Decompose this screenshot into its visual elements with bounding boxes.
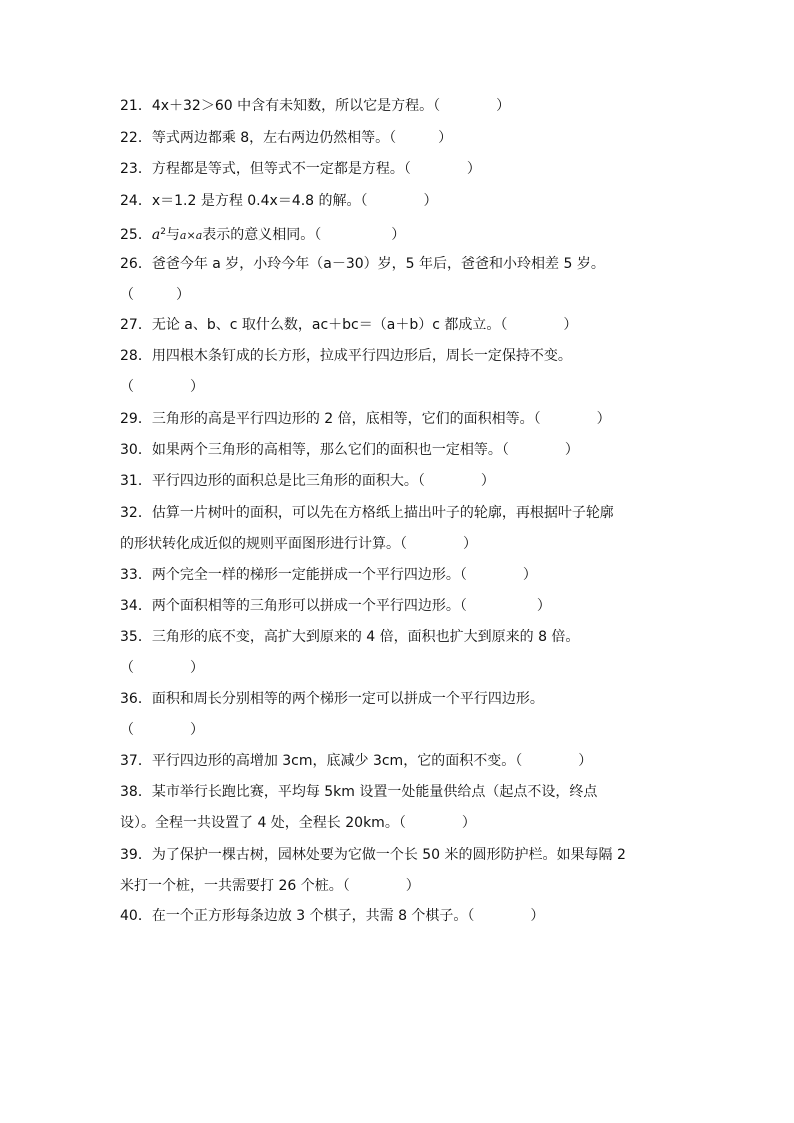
question-21: 21．4x＋32＞60 中含有未知数，所以它是方程。（ ）	[120, 98, 511, 114]
question-25-exponent: 2	[160, 227, 166, 237]
question-35-answer: （ ）	[120, 660, 204, 676]
question-32-line2: 的形状转化成近似的规则平面图形进行计算。（ ）	[120, 536, 477, 552]
question-37: 37．平行四边形的高增加 3cm，底减少 3cm，它的面积不变。（ ）	[120, 753, 593, 769]
question-25-prefix: 25．	[120, 227, 152, 243]
question-29: 29．三角形的高是平行四边形的 2 倍，底相等，它们的面积相等。（ ）	[120, 411, 611, 427]
question-28: 28．用四根木条钉成的长方形，拉成平行四边形后，周长一定保持不变。	[120, 348, 572, 364]
question-25	[120, 223, 405, 245]
question-26: 26．爸爸今年 a 岁，小玲今年（a－30）岁，5 年后，爸爸和小玲相差 5 岁。	[120, 256, 605, 272]
question-24: 24．x＝1.2 是方程 0.4x＝4.8 的解。（ ）	[120, 193, 438, 209]
question-32: 32．估算一片树叶的面积，可以先在方格纸上描出叶子的轮廓，再根据叶子轮廓	[120, 505, 614, 521]
question-25-suffix: 表示的意义相同。（ ）	[202, 227, 406, 243]
question-22: 22．等式两边都乘 8，左右两边仍然相等。（ ）	[120, 130, 453, 146]
question-25-base: a	[151, 227, 161, 243]
question-38: 38．某市举行长跑比赛，平均每 5km 设置一处能量供给点（起点不设，终点	[120, 784, 598, 800]
question-33: 33．两个完全一样的梯形一定能拼成一个平行四边形。（ ）	[120, 567, 537, 583]
question-36: 36．面积和周长分别相等的两个梯形一定可以拼成一个平行四边形。	[120, 691, 544, 707]
question-39: 39．为了保护一棵古树，园林处要为它做一个长 50 米的圆形防护栏。如果每隔 2	[120, 847, 626, 863]
question-25-product: a×a	[179, 229, 203, 242]
question-34: 34．两个面积相等的三角形可以拼成一个平行四边形。（ ）	[120, 598, 551, 614]
question-36-answer: （ ）	[120, 722, 204, 738]
question-26-answer: （ ）	[120, 287, 190, 303]
question-23: 23．方程都是等式，但等式不一定都是方程。（ ）	[120, 161, 481, 177]
question-25-middle: 与	[165, 227, 180, 243]
question-31: 31．平行四边形的面积总是比三角形的面积大。（ ）	[120, 473, 495, 489]
question-40: 40．在一个正方形每条边放 3 个棋子，共需 8 个棋子。（ ）	[120, 908, 545, 924]
question-28-answer: （ ）	[120, 379, 204, 395]
question-30: 30．如果两个三角形的高相等，那么它们的面积也一定相等。（ ）	[120, 442, 579, 458]
question-39-line2: 米打一个桩，一共需要打 26 个桩。（ ）	[120, 878, 420, 894]
question-35: 35．三角形的底不变，高扩大到原来的 4 倍，面积也扩大到原来的 8 倍。	[120, 629, 580, 645]
question-38-line2: 设）。全程一共设置了 4 处，全程长 20km。（ ）	[120, 815, 476, 831]
question-27: 27．无论 a、b、c 取什么数，ac＋bc＝（a＋b）c 都成立。（ ）	[120, 317, 578, 333]
